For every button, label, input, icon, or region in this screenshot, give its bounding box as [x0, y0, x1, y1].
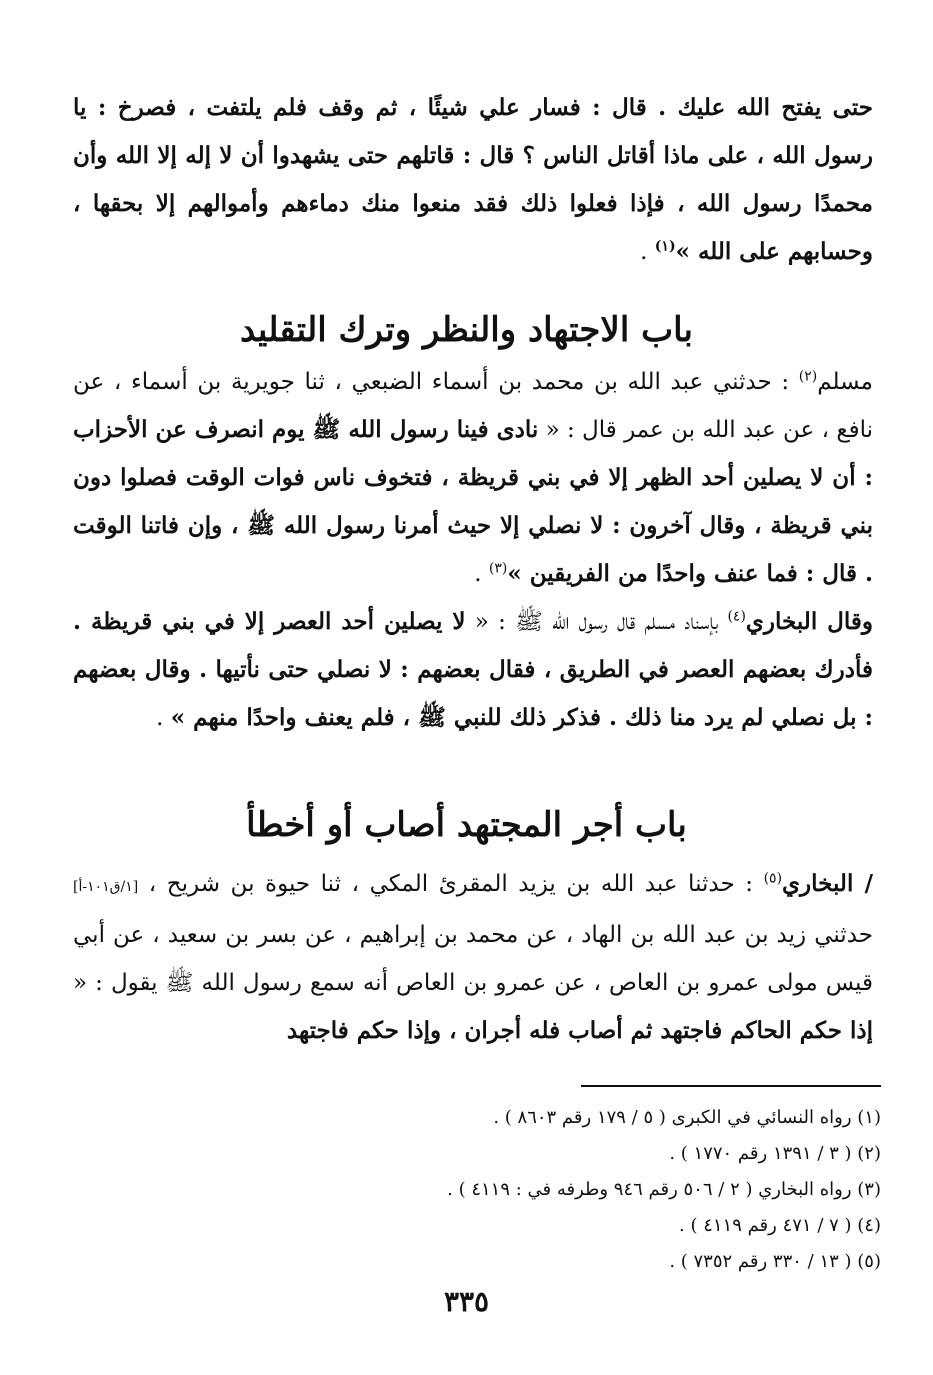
isnad-text: بإسناد مسلم قال رسول الله ﷺ : « — [465, 609, 728, 635]
paragraph-end: . — [640, 239, 655, 265]
section-heading-reward: باب أجر المجتهد أصاب أو أخطأ — [246, 805, 687, 845]
page-number: ٣٣٥ — [443, 1285, 490, 1318]
footnotes — [61, 1100, 881, 1280]
narrator-name: / البخاري — [782, 870, 873, 897]
footnote-ref-3: (٣) — [488, 560, 508, 577]
footnote-ref-5: (٥) — [763, 870, 783, 887]
footnote-3: (٣) رواه البخاري ( ٢ / ٥٠٦ رقم ٩٤٦ وطرفه في : ٤١١٩ ) . — [447, 1179, 881, 1200]
footnote-ref-1: (١) — [654, 238, 676, 255]
paragraph-end: . — [156, 705, 171, 731]
footnote-ref-4: (٤) — [727, 608, 746, 625]
footnote-separator — [581, 1085, 881, 1087]
narrator-name: مسلم — [817, 369, 873, 395]
isnad-text-continued: حدثني زيد بن عبد الله بن الهاد ، عن محمد بن إبراهيم ، عن بسر بن سعيد ، عن أبي قيس مولى عمرو بن العاص ، عن عمرو بن العاص أنه سمع رسول الله ﷺ يقول : « — [73, 922, 873, 996]
paragraph-bukhari-ijtihad — [73, 860, 873, 1055]
paragraph-end: . — [474, 561, 489, 587]
narrator-name: وقال البخاري — [745, 608, 873, 635]
isnad-text: : حدثني عبد الله بن محمد بن أسماء الضبعي ، ثنا جويرية بن أسماء ، عن نافع ، عن عبد الله بن عمر قال : « — [73, 369, 873, 443]
footnote-1: (١) رواه النسائي في الكبرى ( ٥ / ١٧٩ رقم ٨٦٠٣ ) . — [493, 1107, 881, 1128]
footnote-5: (٥) ( ١٣ / ٣٣٠ رقم ٧٣٥٢ ) . — [669, 1251, 881, 1272]
manuscript-marker: [١/ق١٠١-أ] — [73, 879, 139, 895]
section-heading-ijtihad: باب الاجتهاد والنظر وترك التقليد — [240, 310, 693, 350]
footnote-ref-2: (٢) — [798, 368, 818, 385]
footnote-2: (٢) ( ٣ / ١٣٩١ رقم ١٧٧٠ ) . — [669, 1143, 881, 1164]
isnad-text: : حدثنا عبد الله بن يزيد المقرئ المكي ، ثنا حيوة بن شريح ، — [138, 871, 764, 897]
matn-text: لا يصلين أحد العصر إلا في بني قريظة . فأدرك بعضهم العصر في الطريق ، فقال بعضهم : لا نصلي حتى نأتيها . وقال بعضهم : بل نصلي لم يرد منا ذلك . فذكر ذلك للنبي ﷺ ، فلم يعنف واحدًا منهم » — [73, 608, 873, 731]
footnote-4: (٤) ( ٧ / ٤٧١ رقم ٤١١٩ ) . — [679, 1215, 881, 1236]
paragraph-hadith-continuation — [73, 84, 873, 276]
matn-text: نادى فينا رسول الله ﷺ يوم انصرف عن الأحزاب : أن لا يصلين أحد الظهر إلا في بني قريظة ، فتخوف ناس فوات الوقت فصلوا دون بني قريظة ، وقال آخرون : لا نصلي إلا حيث أمرنا رسول الله ﷺ ، وإن فاتنا الوقت . قال : فما عنف واحدًا من الفريقين » — [73, 416, 873, 587]
matn-text: إذا حكم الحاكم فاجتهد ثم أصاب فله أجران ، وإذا حكم فاجتهد — [286, 1017, 873, 1044]
paragraph-text: حتى يفتح الله عليك . قال : فسار علي شيئًا ، ثم وقف فلم يلتفت ، فصرخ : يا رسول الله ، على ماذا أقاتل الناس ؟ قال : قاتلهم حتى يشهدوا أن لا إله إلا الله وأن محمدًا رسول الله ، فإذا فعلوا ذلك فقد منعوا منك دماءهم وأموالهم إلا بحقها ، وحسابهم على الله » — [73, 94, 873, 265]
paragraph-muslim-narration — [73, 358, 873, 598]
paragraph-bukhari-narration — [73, 598, 873, 742]
